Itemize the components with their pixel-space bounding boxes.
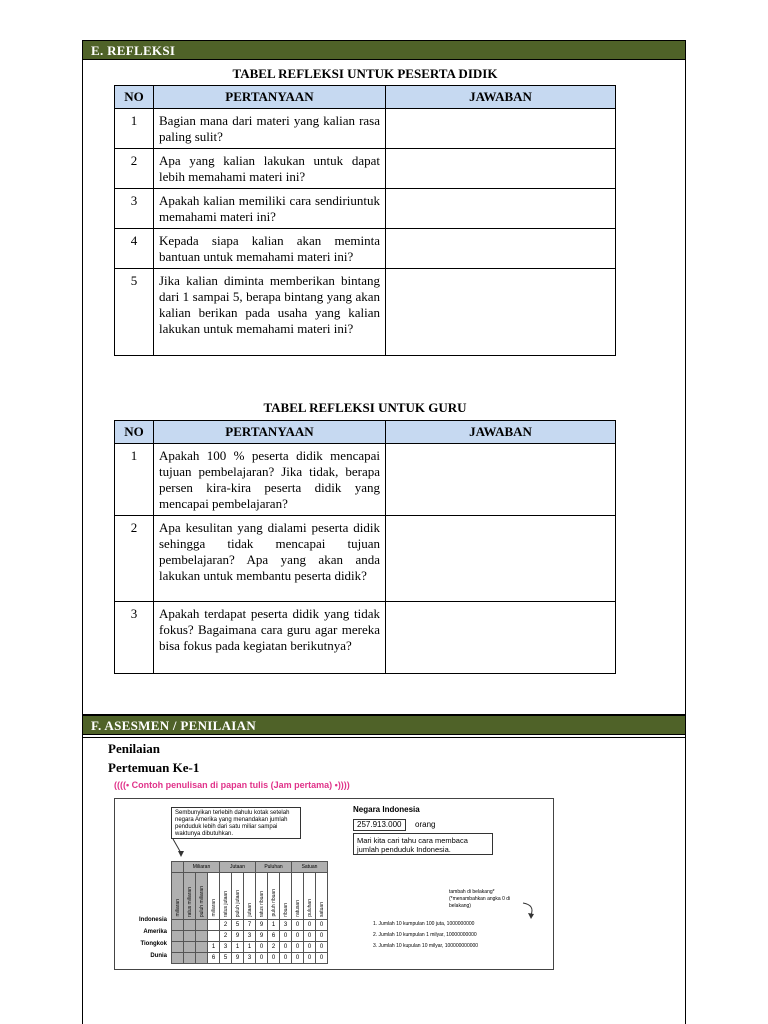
digit-cell: [196, 953, 208, 964]
digit-cell: 0: [316, 920, 328, 931]
digit-cell: [184, 920, 196, 931]
column-label: ribuan: [280, 873, 292, 920]
row-question: Apa kesulitan yang dialami peserta didik sehingga tidak mencapai tujuan pembelajaran? Apa yang akan anda lakukan untuk membantu peserta didik?: [154, 516, 386, 602]
row-question: Jika kalian diminta memberikan bintang dari 1 sampai 5, berapa bintang yang akan kalian berikan pada usaha yang kalian lakukan untuk memahami materi ini?: [154, 269, 386, 356]
group-label: Miliaran: [184, 862, 220, 873]
row-question: Apakah terdapat peserta didik yang tidak fokus? Bagaimana cara guru agar mereka bisa fokus pada kegiatan berikutnya?: [154, 602, 386, 674]
digit-cell: 0: [280, 931, 292, 942]
digit-cell: 9: [232, 931, 244, 942]
note-hide-box: Sembunyikan terlebih dahulu kotak setelah negara Amerika yang menandakan jumlah penduduk lebih dari satu miliar sampai waktunya dibutuhkan.: [171, 807, 301, 839]
digit-cell: 3: [280, 920, 292, 931]
country-label: Indonesia: [138, 917, 167, 923]
header-jawaban: JAWABAN: [386, 86, 616, 109]
row-answer-cell[interactable]: [386, 602, 616, 674]
digit-cell: 0: [304, 920, 316, 931]
column-label: jutaan: [244, 873, 256, 920]
row-no: 5: [115, 269, 154, 356]
row-answer-cell[interactable]: [386, 109, 616, 149]
place-value-illustration: [114, 780, 554, 970]
digit-row: [172, 953, 328, 964]
digit-cell: 0: [304, 931, 316, 942]
digit-cell: 0: [292, 920, 304, 931]
digit-cell: [172, 942, 184, 953]
negara-title: Negara Indonesia: [353, 805, 420, 814]
digit-cell: 9: [232, 953, 244, 964]
header-no: NO: [115, 86, 154, 109]
digit-cell: [196, 942, 208, 953]
digit-cell: 3: [244, 953, 256, 964]
column-label: miliaran: [208, 873, 220, 920]
digit-cell: [208, 920, 220, 931]
notes-list: [373, 919, 478, 952]
table-row: [115, 229, 616, 269]
digit-cell: 0: [316, 931, 328, 942]
table-header-row: [115, 86, 616, 109]
digit-cell: 0: [280, 953, 292, 964]
tambah-sub: (*menambahkan angka 0 di belakang): [449, 896, 511, 909]
digit-cell: [196, 920, 208, 931]
column-label-row: [172, 873, 328, 920]
digit-cell: [172, 920, 184, 931]
note-read-population: Mari kita cari tahu cara membaca jumlah penduduk Indonesia.: [353, 833, 493, 855]
row-question: Apakah kalian memiliki cara sendiriuntuk memahami materi ini?: [154, 189, 386, 229]
blank-cell: [172, 862, 184, 873]
digit-cell: 6: [268, 931, 280, 942]
digit-cell: 5: [220, 953, 232, 964]
digit-cell: [208, 931, 220, 942]
row-question: Kepada siapa kalian akan meminta bantuan untuk memahami materi ini?: [154, 229, 386, 269]
digit-cell: 7: [244, 920, 256, 931]
row-answer-cell[interactable]: [386, 444, 616, 516]
table-row: [115, 189, 616, 229]
column-label: ratus ribuan: [256, 873, 268, 920]
column-label: ratus miliaran: [184, 873, 196, 920]
note-item: 3. Jumlah 10 kupulan 10 milyar, 100000000000: [373, 943, 479, 949]
table-guru: [114, 420, 616, 674]
penilaian-label: Penilaian: [108, 741, 161, 756]
digit-cell: 9: [256, 931, 268, 942]
tambah-note: [449, 889, 529, 910]
digit-cell: 1: [268, 920, 280, 931]
digit-cell: 0: [292, 942, 304, 953]
column-label: miliaran: [172, 873, 184, 920]
tambah-label: tambah di belakang*: [449, 889, 495, 895]
country-label: Dunia: [150, 953, 167, 959]
row-question: Apa yang kalian lakukan untuk dapat lebih memahami materi ini?: [154, 149, 386, 189]
digit-cell: 1: [232, 942, 244, 953]
illustration-caption: ((((• Contoh penulisan di papan tulis (Jam pertama) •)))): [114, 780, 350, 790]
table-row: [115, 109, 616, 149]
digit-cell: [172, 953, 184, 964]
column-label: puluh jutaan: [232, 873, 244, 920]
digit-cell: 3: [220, 942, 232, 953]
row-no: 1: [115, 444, 154, 516]
digit-cell: 1: [244, 942, 256, 953]
section-asesmen-header: F. ASESMEN / PENILAIAN: [82, 715, 686, 735]
digit-cell: 0: [280, 942, 292, 953]
place-value-table: [171, 861, 328, 964]
digit-cell: 9: [256, 920, 268, 931]
header-no: NO: [115, 421, 154, 444]
table-row: [115, 444, 616, 516]
digit-cell: 0: [292, 953, 304, 964]
row-answer-cell[interactable]: [386, 189, 616, 229]
note-item: 1. Jumlah 10 kumpulan 100 juta, 1000000000: [373, 921, 475, 927]
table-siswa: [114, 85, 616, 356]
row-question: Apakah 100 % peserta didik mencapai tujuan pembelajaran? Jika tidak, berapa persen kira-kira peserta didik yang mencapai pembelajaran?: [154, 444, 386, 516]
table-header-row: [115, 421, 616, 444]
digit-cell: 0: [316, 942, 328, 953]
digit-cell: 5: [232, 920, 244, 931]
illustration-box: [114, 798, 554, 970]
digit-cell: 0: [256, 942, 268, 953]
column-label: puluh ribuan: [268, 873, 280, 920]
group-label: Satuan: [292, 862, 328, 873]
header-jawaban: JAWABAN: [386, 421, 616, 444]
column-label: satuan: [316, 873, 328, 920]
row-no: 2: [115, 516, 154, 602]
digit-cell: 2: [220, 920, 232, 931]
digit-cell: 0: [292, 931, 304, 942]
digit-cell: 6: [208, 953, 220, 964]
country-label: Tiongkok: [140, 941, 167, 947]
table-row: [115, 269, 616, 356]
header-pertanyaan: PERTANYAAN: [154, 86, 386, 109]
digit-cell: 0: [316, 953, 328, 964]
section-divider: [82, 737, 686, 738]
digit-cell: [184, 953, 196, 964]
note-item: 2. Jumlah 10 kumpulan 1 milyar, 10000000000: [373, 932, 477, 938]
population-box: 257.913.000: [353, 819, 406, 831]
row-answer-cell[interactable]: [386, 149, 616, 189]
table-siswa-caption: TABEL REFLEKSI UNTUK PESERTA DIDIK: [232, 66, 498, 81]
row-no: 3: [115, 602, 154, 674]
digit-cell: 0: [304, 953, 316, 964]
curved-arrow-icon: [519, 901, 539, 921]
row-answer-cell[interactable]: [386, 516, 616, 602]
column-label: ratus jutaan: [220, 873, 232, 920]
digit-cell: 2: [268, 942, 280, 953]
digit-cell: 3: [244, 931, 256, 942]
section-refleksi-header: E. REFLEKSI: [82, 40, 686, 60]
digit-cell: 0: [256, 953, 268, 964]
pertemuan-label: Pertemuan Ke-1: [108, 760, 200, 775]
group-label: Jutaan: [220, 862, 256, 873]
digit-cell: 2: [220, 931, 232, 942]
table-row: [115, 602, 616, 674]
digit-cell: 0: [304, 942, 316, 953]
digit-row: [172, 931, 328, 942]
digit-cell: [184, 942, 196, 953]
digit-cell: 0: [268, 953, 280, 964]
country-label: Amerika: [143, 929, 167, 935]
digit-row: [172, 920, 328, 931]
group-label: Puluhan: [256, 862, 292, 873]
row-answer-cell[interactable]: [386, 229, 616, 269]
column-label: ratusan: [292, 873, 304, 920]
digit-cell: [172, 931, 184, 942]
header-pertanyaan: PERTANYAAN: [154, 421, 386, 444]
row-no: 1: [115, 109, 154, 149]
table-row: [115, 149, 616, 189]
row-no: 2: [115, 149, 154, 189]
digit-cell: 1: [208, 942, 220, 953]
group-row: [172, 862, 328, 873]
row-no: 4: [115, 229, 154, 269]
digit-cell: [184, 931, 196, 942]
digit-cell: [196, 931, 208, 942]
table-guru-caption: TABEL REFLEKSI UNTUK GURU: [263, 400, 467, 415]
orang-label: orang: [415, 820, 436, 829]
table-row: [115, 516, 616, 602]
row-no: 3: [115, 189, 154, 229]
column-label: puluhan: [304, 873, 316, 920]
row-question: Bagian mana dari materi yang kalian rasa paling sulit?: [154, 109, 386, 149]
digit-row: [172, 942, 328, 953]
column-label: puluh miliaran: [196, 873, 208, 920]
row-answer-cell[interactable]: [386, 269, 616, 356]
arrow-icon: [169, 839, 189, 859]
